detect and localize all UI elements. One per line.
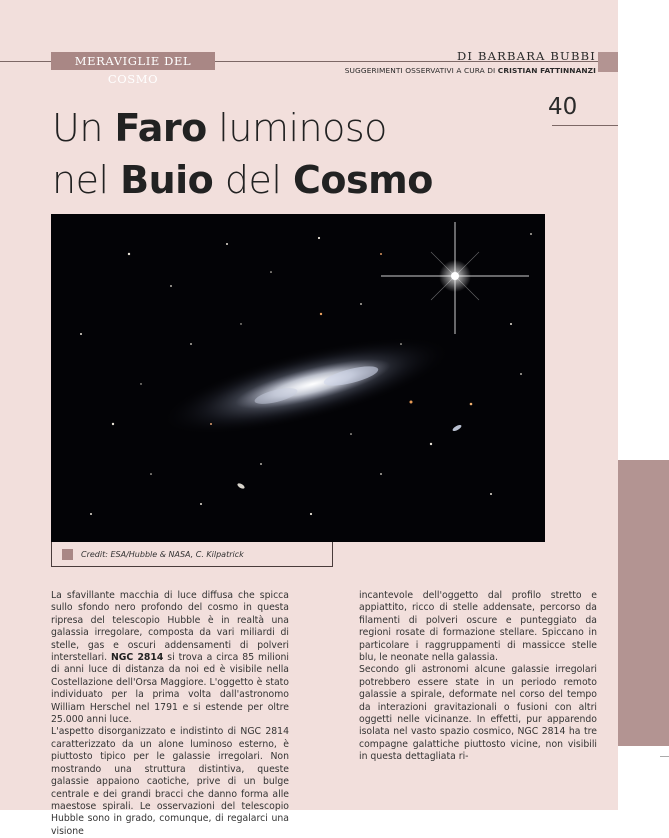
title-line-2 bbox=[52, 154, 433, 206]
title-text: Un bbox=[52, 106, 115, 150]
paragraph: incantevole dell'oggetto dal profilo stretto e appiattito, ricco di stelle addensate, percorso da filamenti di polveri oscure e punteggiato da regioni rosate di formazione stellare. Spiccano in particolare i raggruppamenti di massicce stelle blu, le neonate nella galassia. bbox=[359, 590, 597, 664]
object-name: NGC 2814 bbox=[111, 652, 164, 664]
galaxy-photo bbox=[51, 214, 545, 542]
paragraph: L'aspetto disorganizzato e indistinto di NGC 2814 caratterizzato da un alone luminoso esterno, è piuttosto tipico per le galassie irregolari. Non mostrando una struttura distintiva, queste galassie appaiono caotiche, prive di un bulge centrale e dei grandi bracci che danno forma alle maestose spirali. Le osservazioni del telescopio Hubble sono in grado, comunque, di regalarci una visione bbox=[51, 726, 289, 837]
author-accent-box bbox=[598, 52, 618, 72]
title-text: nel bbox=[52, 158, 121, 202]
title-text: del bbox=[213, 158, 293, 202]
paragraph bbox=[51, 590, 289, 726]
page-number-rule bbox=[552, 125, 618, 126]
title-line-1 bbox=[52, 102, 433, 154]
title-bold: Buio bbox=[120, 158, 214, 202]
article-column-1 bbox=[51, 590, 289, 838]
title-bold: Faro bbox=[114, 106, 207, 150]
page-number: 40 bbox=[548, 94, 578, 120]
credits-prefix: SUGGERIMENTI OSSERVATIVI A CURA DI bbox=[344, 66, 498, 75]
credits-name: CRISTIAN FATTINNANZI bbox=[497, 66, 596, 75]
article-title bbox=[52, 102, 433, 206]
side-tab bbox=[618, 460, 669, 746]
caption-marker bbox=[62, 549, 73, 560]
author-byline: DI BARBARA BUBBI bbox=[457, 49, 596, 63]
edge-mark bbox=[660, 756, 669, 757]
photo-credit: Credit: ESA/Hubble & NASA, C. Kilpatrick bbox=[81, 550, 244, 559]
section-tag: MERAVIGLIE DEL COSMO bbox=[51, 52, 215, 70]
paragraph: Secondo gli astronomi alcune galassie irregolari potrebbero essere state in un periodo remoto galassie a spirale, deformate nel corso del tempo da interazioni gravitazionali o fusioni con altri oggetti nelle vicinanze. In effetti, pur apparendo isolata nel vasto spazio cosmico, NGC 2814 ha tre compagne galattiche piuttosto vicine, non visibili in questa dettagliata ri- bbox=[359, 664, 597, 763]
paragraph-text: La sfavillante macchia di luce diffusa che spicca sullo sfondo nero profondo del cosmo in questa ripresa del telescopio Hubble è in realtà una galassia irregolare, composta da vari miliardi di stelle, gas e oscuri addensamenti di polveri interstellari. bbox=[51, 590, 289, 664]
galaxy-image bbox=[51, 214, 545, 542]
title-text: luminoso bbox=[206, 106, 387, 150]
observing-credits bbox=[300, 66, 596, 75]
title-bold: Cosmo bbox=[292, 158, 433, 202]
paragraph-text: si trova a circa 85 milioni di anni luce di distanza da noi ed è visibile nella Costellazione dell'Orsa Maggiore. L'oggetto è stato individuato per la prima volta dall'astronomo William Herschel nel 1791 e si estende per oltre 25.000 anni luce. bbox=[51, 652, 289, 726]
article-column-2 bbox=[359, 590, 597, 764]
